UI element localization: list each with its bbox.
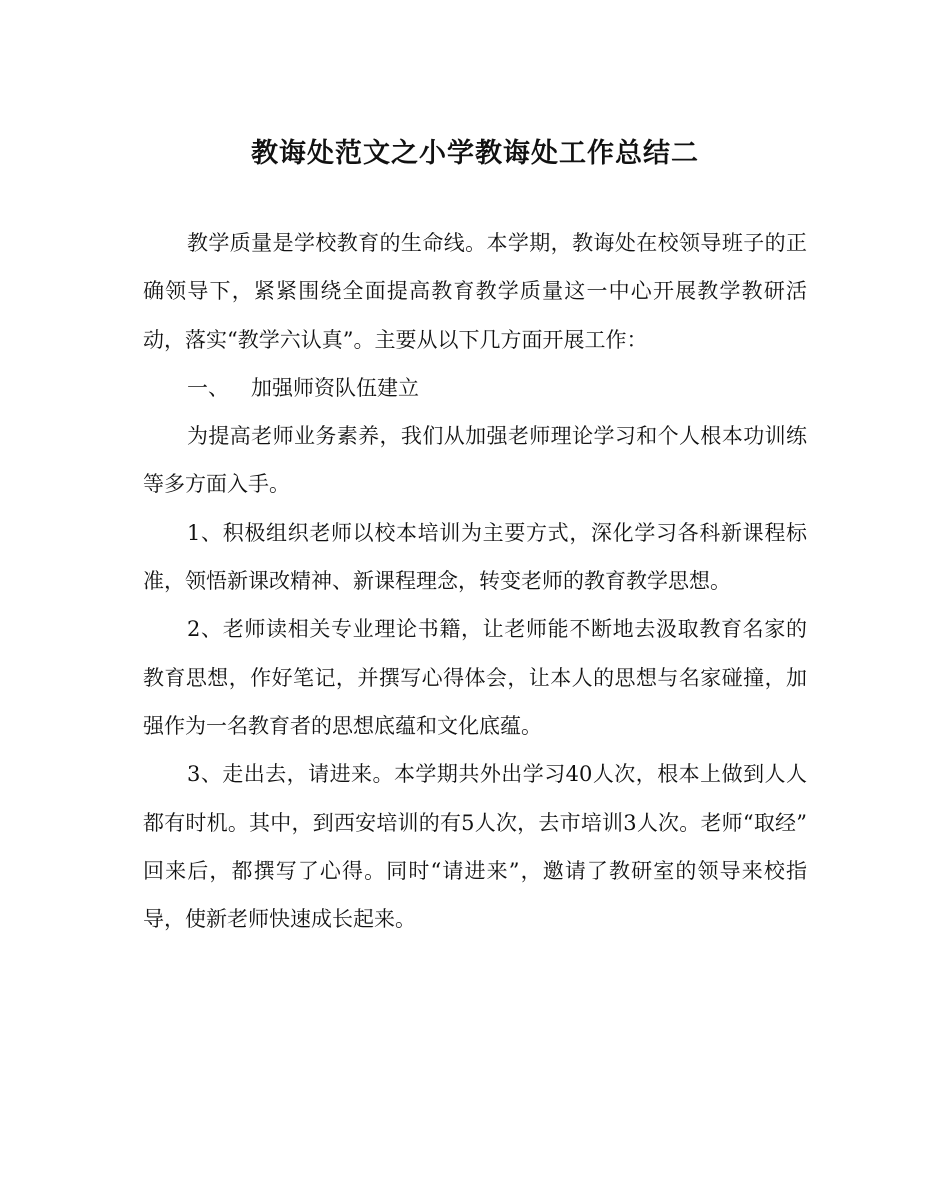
item-2-paragraph: 2、老师读相关专业理论书籍，让老师能不断地去汲取教育名家的教育思想，作好笔记，并撰写心得体会，让本人的思想与名家碰撞，加强作为一名教育者的思想底蕴和文化底蕴。 bbox=[143, 617, 807, 738]
item-3-paragraph: 3、走出去，请进来。本学期共外出学习40人次，根本上做到人人都有时机。其中，到西安培训的有5人次，去市培训3人次。老师“取经” 回来后，都撰写了心得。同时“请进来”，邀请了教研室的领导来校指导，使新老师快速成长起来。 bbox=[143, 762, 828, 932]
intro-paragraph: 教学质量是学校教育的生命线。本学期，教诲处在校领导班子的正确领导下，紧紧围绕全面提高教育教学质量这一中心开展教学教研活动，落实“教学六认真”。主要从以下几方面开展工作： bbox=[143, 231, 807, 352]
document-title: 教诲处范文之小学教诲处工作总结二 bbox=[251, 138, 699, 169]
document-body bbox=[143, 219, 828, 943]
section-number: 一、 bbox=[187, 375, 229, 400]
section-heading bbox=[143, 364, 807, 412]
section-heading-text: 加强师资队伍建立 bbox=[251, 375, 419, 400]
item-1-paragraph: 1、积极组织老师以校本培训为主要方式，深化学习各科新课程标准，领悟新课改精神、新课程理念，转变老师的教育教学思想。 bbox=[143, 520, 807, 594]
section-intro-paragraph: 为提高老师业务素养，我们从加强老师理论学习和个人根本功训练等多方面入手。 bbox=[143, 424, 807, 497]
